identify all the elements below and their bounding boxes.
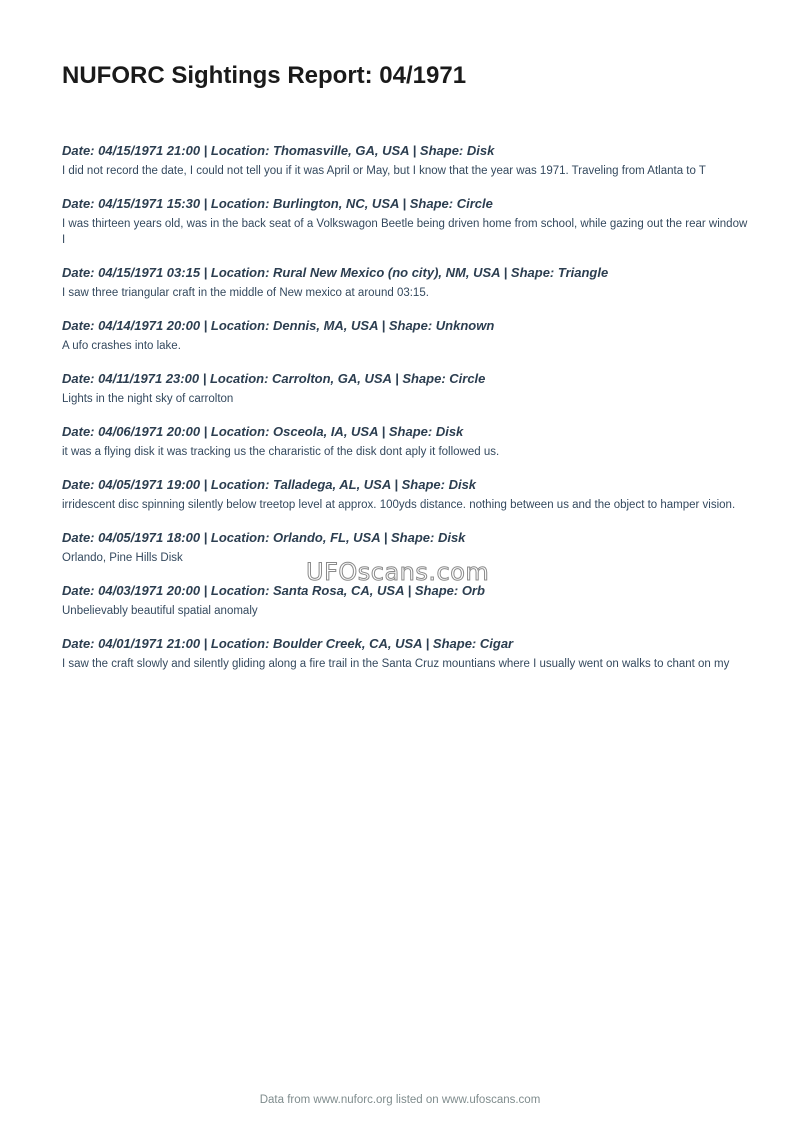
list-item xyxy=(62,142,752,179)
sighting-summary: I was thirteen years old, was in the back seat of a Volkswagon Beetle being driven home from school, while gazing out the rear window I xyxy=(62,218,748,246)
list-item xyxy=(62,476,752,513)
sighting-header: Date: 04/03/1971 20:00 | Location: Santa Rosa, CA, USA | Shape: Orb xyxy=(62,583,485,598)
sighting-summary: I saw the craft slowly and silently gliding along a fire trail in the Santa Cruz mountians where I usually went on walks to chant on my xyxy=(62,658,730,670)
sighting-summary: it was a flying disk it was tracking us the chararistic of the disk dont aply it followed us. xyxy=(62,446,500,458)
sighting-header: Date: 04/14/1971 20:00 | Location: Dennis, MA, USA | Shape: Unknown xyxy=(62,318,495,333)
sighting-header: Date: 04/15/1971 03:15 | Location: Rural New Mexico (no city), NM, USA | Shape: Triangle xyxy=(62,265,609,280)
list-item xyxy=(62,529,752,566)
list-item xyxy=(62,635,752,672)
list-item xyxy=(62,317,752,354)
sighting-header: Date: 04/01/1971 21:00 | Location: Boulder Creek, CA, USA | Shape: Cigar xyxy=(62,636,514,651)
sighting-summary: I saw three triangular craft in the middle of New mexico at around 03:15. xyxy=(62,287,429,299)
sighting-header: Date: 04/11/1971 23:00 | Location: Carrolton, GA, USA | Shape: Circle xyxy=(62,371,486,386)
list-item xyxy=(62,195,752,248)
page-title: NUFORC Sightings Report: 04/1971 xyxy=(62,62,467,89)
sighting-summary: Orlando, Pine Hills Disk xyxy=(62,552,183,564)
watermark-logo: UFOscans.com xyxy=(306,558,490,586)
sighting-summary: Unbelievably beautiful spatial anomaly xyxy=(62,605,258,617)
sighting-summary: Lights in the night sky of carrolton xyxy=(62,393,234,405)
sighting-summary: I did not record the date, I could not tell you if it was April or May, but I know that the year was 1971. Traveling from Atlanta to T xyxy=(62,165,706,177)
sighting-header: Date: 04/05/1971 19:00 | Location: Talladega, AL, USA | Shape: Disk xyxy=(62,477,477,492)
list-item xyxy=(62,264,752,301)
sightings-list xyxy=(62,142,752,688)
list-item xyxy=(62,582,752,619)
page-footer: Data from www.nuforc.org listed on www.ufoscans.com xyxy=(259,1094,541,1106)
sighting-summary: irridescent disc spinning silently below treetop level at approx. 100yds distance. nothing between us and the object to hamper vision. xyxy=(62,499,736,511)
list-item xyxy=(62,423,752,460)
sighting-header: Date: 04/15/1971 15:30 | Location: Burlington, NC, USA | Shape: Circle xyxy=(62,196,493,211)
sighting-header: Date: 04/06/1971 20:00 | Location: Osceola, IA, USA | Shape: Disk xyxy=(62,424,464,439)
list-item xyxy=(62,370,752,407)
sighting-header: Date: 04/05/1971 18:00 | Location: Orlando, FL, USA | Shape: Disk xyxy=(62,530,466,545)
sighting-summary: A ufo crashes into lake. xyxy=(62,340,181,352)
sighting-header: Date: 04/15/1971 21:00 | Location: Thomasville, GA, USA | Shape: Disk xyxy=(62,143,495,158)
